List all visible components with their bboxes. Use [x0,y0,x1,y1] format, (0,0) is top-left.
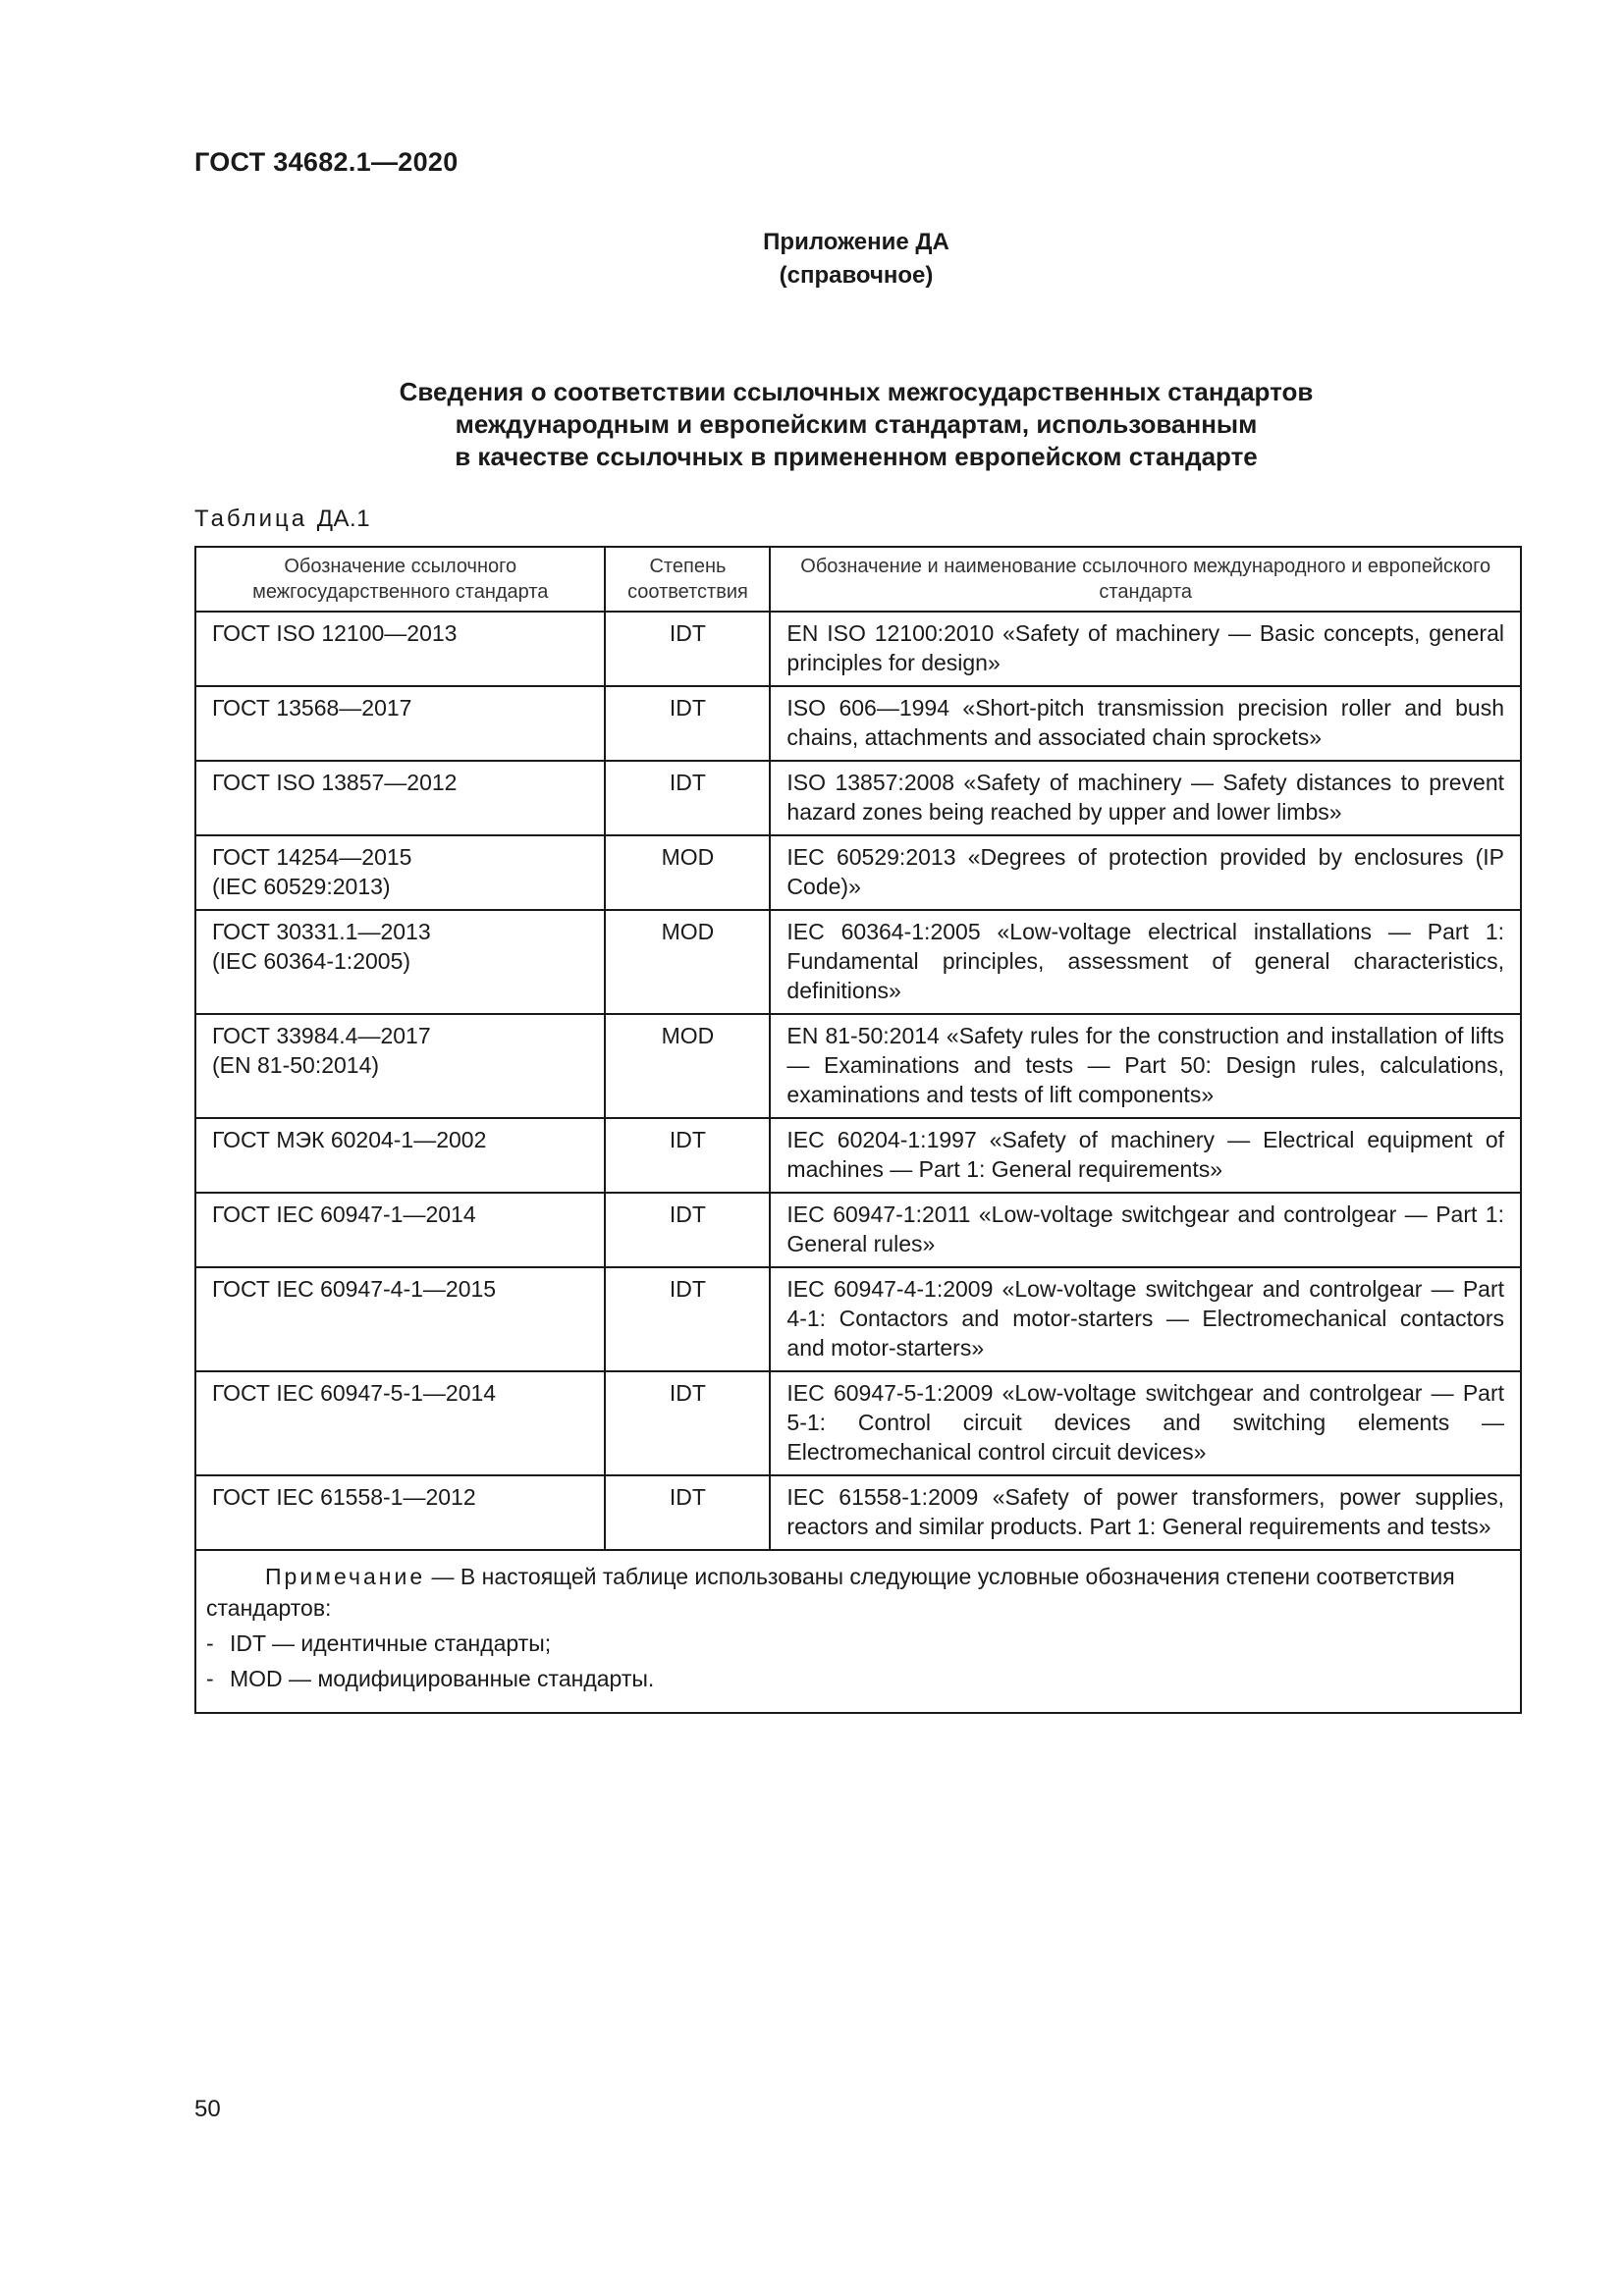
international-standard-cell: IEC 60947-1:2011 «Low-voltage switchgear and controlgear — Part 1: General rules» [770,1193,1521,1267]
document-code: ГОСТ 34682.1—2020 [194,147,459,177]
table-label-number: ДА.1 [316,506,371,532]
table-note-row [195,1550,1521,1713]
interstate-standard-code: ГОСТ IEC 60947-4-1—2015 [212,1276,497,1302]
column-header-degree: Степень соответствия [605,547,770,612]
interstate-standard-equivalent: (EN 81-50:2014) [212,1052,380,1078]
page-number: 50 [194,2096,221,2122]
table-row [195,686,1521,761]
table-row [195,1193,1521,1267]
interstate-standard-cell [195,1267,605,1371]
standards-table [194,546,1522,1714]
international-standard-cell: IEC 61558-1:2009 «Safety of power transformers, power supplies, reactors and similar products. Part 1: General requirements and tests» [770,1475,1521,1550]
section-title [0,376,1624,473]
interstate-standard-cell [195,910,605,1014]
interstate-standard-cell [195,1193,605,1267]
international-standard-cell: ISO 13857:2008 «Safety of machinery — Safety distances to prevent hazard zones being reached by upper and lower limbs» [770,761,1521,835]
note-item-text: IDT — идентичные стандарты; [230,1630,552,1656]
appendix-heading [0,226,1624,293]
interstate-standard-code: ГОСТ МЭК 60204-1—2002 [212,1127,487,1152]
interstate-standard-code: ГОСТ IEC 60947-1—2014 [212,1201,476,1227]
table-row [195,1014,1521,1118]
table-row [195,761,1521,835]
interstate-standard-code: ГОСТ 33984.4—2017 [212,1023,431,1048]
degree-cell: IDT [605,1475,770,1550]
column-header-international-standard: Обозначение и наименование ссылочного международного и европейского стандарта [770,547,1521,612]
degree-cell: IDT [605,761,770,835]
degree-cell: IDT [605,1118,770,1193]
table-row [195,1118,1521,1193]
note-paragraph [206,1561,1504,1624]
international-standard-cell: IEC 60529:2013 «Degrees of protection provided by enclosures (IP Code)» [770,835,1521,910]
international-standard-cell: IEC 60364-1:2005 «Low-voltage electrical installations — Part 1: Fundamental principles, assessment of general characteristics, definitions» [770,910,1521,1014]
appendix-title: Приложение ДА [763,229,949,255]
table-row [195,835,1521,910]
table-row [195,612,1521,686]
column-header-interstate-standard: Обозначение ссылочного межгосударственного стандарта [195,547,605,612]
international-standard-cell: IEC 60947-4-1:2009 «Low-voltage switchgear and controlgear — Part 4-1: Contactors and motor-starters — Electromechanical contactors and motor-starters» [770,1267,1521,1371]
degree-cell: IDT [605,1371,770,1475]
note-item-text: MOD — модифицированные стандарты. [230,1666,655,1691]
degree-cell: IDT [605,612,770,686]
degree-cell: IDT [605,1267,770,1371]
table-row [195,910,1521,1014]
interstate-standard-code: ГОСТ IEC 60947-5-1—2014 [212,1380,497,1406]
degree-cell: IDT [605,686,770,761]
interstate-standard-cell [195,1371,605,1475]
international-standard-cell: IEC 60947-5-1:2009 «Low-voltage switchgear and controlgear — Part 5-1: Control circuit devices and switching elements — Electromechanical control circuit devices» [770,1371,1521,1475]
interstate-standard-cell [195,835,605,910]
table-row [195,1475,1521,1550]
table-row [195,1371,1521,1475]
international-standard-cell: IEC 60204-1:1997 «Safety of machinery — Electrical equipment of machines — Part 1: General requirements» [770,1118,1521,1193]
degree-cell: MOD [605,910,770,1014]
note-list-item: - MOD — модифицированные стандарты. [206,1666,655,1691]
interstate-standard-code: ГОСТ 13568—2017 [212,695,412,721]
international-standard-cell: EN 81-50:2014 «Safety rules for the construction and installation of lifts — Examinations and tests — Part 50: Design rules, calculations, examinations and tests of lift components» [770,1014,1521,1118]
note-lead: Примечание [265,1564,426,1589]
table-label [194,506,370,533]
table-header-row [195,547,1521,612]
interstate-standard-cell [195,1118,605,1193]
interstate-standard-equivalent: (IEC 60364-1:2005) [212,948,411,974]
interstate-standard-cell [195,686,605,761]
section-title-line: Сведения о соответствии ссылочных межгосударственных стандартов [399,377,1314,406]
table-row [195,1267,1521,1371]
interstate-standard-cell [195,761,605,835]
note-list-item: - IDT — идентичные стандарты; [206,1630,552,1656]
interstate-standard-equivalent: (IEC 60529:2013) [212,874,391,899]
degree-cell: MOD [605,1014,770,1118]
interstate-standard-cell [195,612,605,686]
international-standard-cell: ISO 606—1994 «Short-pitch transmission precision roller and bush chains, attachments and associated chain sprockets» [770,686,1521,761]
degree-cell: MOD [605,835,770,910]
table-label-word: Таблица [194,506,308,532]
international-standard-cell: EN ISO 12100:2010 «Safety of machinery — Basic concepts, general principles for design» [770,612,1521,686]
section-title-line: в качестве ссылочных в примененном европейском стандарте [455,442,1258,471]
interstate-standard-code: ГОСТ ISO 13857—2012 [212,770,458,795]
interstate-standard-cell [195,1475,605,1550]
appendix-subtitle: (справочное) [779,262,934,289]
interstate-standard-code: ГОСТ ISO 12100—2013 [212,620,458,646]
section-title-line: международным и европейским стандартам, использованным [455,409,1258,439]
interstate-standard-code: ГОСТ 30331.1—2013 [212,919,431,944]
interstate-standard-cell [195,1014,605,1118]
interstate-standard-code: ГОСТ IEC 61558-1—2012 [212,1484,476,1510]
degree-cell: IDT [605,1193,770,1267]
note-text: — В настоящей таблице использованы следующие условные обозначения степени соответствия стандартов: [206,1564,1455,1621]
table-note [195,1550,1521,1713]
interstate-standard-code: ГОСТ 14254—2015 [212,844,412,870]
